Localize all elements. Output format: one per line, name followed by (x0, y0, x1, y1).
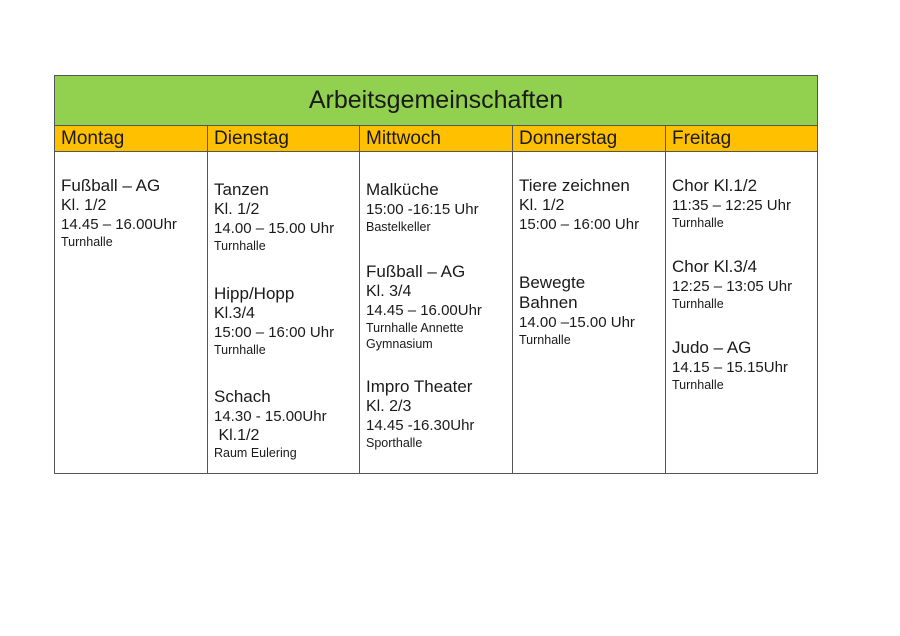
ag-time: 14.45 – 16.00Uhr (366, 302, 482, 319)
ag-entry (61, 176, 205, 250)
ag-time: 14.45 – 16.00Uhr (61, 216, 177, 233)
ag-entry (519, 176, 663, 234)
ag-entry (672, 338, 815, 393)
ag-place: Sporthalle (366, 436, 423, 450)
ag-schedule-table (54, 75, 818, 474)
ag-time: 14.45 -16.30Uhr (366, 417, 475, 434)
ag-place: Turnhalle (214, 239, 266, 253)
ag-class: Kl.1/2 (214, 427, 260, 444)
day-header-row (55, 126, 817, 152)
ag-name: Tanzen (214, 180, 269, 199)
ag-entry (214, 387, 357, 461)
ag-time: 14.00 – 15.00 Uhr (214, 220, 335, 237)
ag-class: Kl. 1/2 (519, 197, 565, 214)
ag-name: Impro Theater (366, 377, 473, 396)
ag-entry (214, 180, 357, 254)
ag-class: Kl. 1/2 (61, 197, 107, 214)
ag-entry (672, 176, 815, 231)
day-column-montag (55, 152, 208, 473)
ag-place: Turnhalle (672, 297, 724, 311)
ag-place: Turnhalle (214, 343, 266, 357)
day-column-dienstag (208, 152, 360, 473)
ag-time: 15:00 -16:15 Uhr (366, 201, 479, 218)
ag-place: Turnhalle (672, 378, 724, 392)
day-column-freitag (666, 152, 817, 473)
ag-class: Kl. 1/2 (214, 201, 260, 218)
ag-time: 14.30 - 15.00Uhr (214, 408, 327, 425)
day-column-donnerstag (513, 152, 666, 473)
ag-place: Bastelkeller (366, 220, 431, 234)
ag-name: Chor Kl.3/4 (672, 257, 758, 276)
ag-entry (366, 262, 510, 352)
ag-name: Judo – AG (672, 338, 752, 357)
ag-name: Fußball – AG (366, 262, 466, 281)
ag-time: 14.15 – 15.15Uhr (672, 359, 788, 376)
day-header-donnerstag: Donnerstag (513, 126, 666, 151)
ag-place: Turnhalle (61, 235, 113, 249)
ag-class: Kl. 3/4 (366, 283, 412, 300)
ag-time: 15:00 – 16:00 Uhr (519, 216, 640, 233)
day-header-mittwoch: Mittwoch (360, 126, 513, 151)
ag-entry (519, 273, 663, 348)
day-header-montag: Montag (55, 126, 208, 151)
ag-class: Kl.3/4 (214, 305, 255, 322)
ag-place: Turnhalle (672, 216, 724, 230)
content-row (55, 152, 817, 473)
ag-name: Bewegte Bahnen (519, 273, 586, 312)
ag-name: Schach (214, 387, 271, 406)
ag-name: Hipp/Hopp (214, 284, 295, 303)
ag-name: Fußball – AG (61, 176, 161, 195)
ag-time: 15:00 – 16:00 Uhr (214, 324, 335, 341)
ag-place: Turnhalle Annette Gymnasium (366, 321, 464, 351)
ag-entry (214, 284, 357, 358)
ag-place: Raum Eulering (214, 446, 297, 460)
ag-name: Chor Kl.1/2 (672, 176, 758, 195)
table-title: Arbeitsgemeinschaften (55, 76, 817, 126)
ag-time: 11:35 – 12:25 Uhr (672, 197, 791, 214)
ag-name: Tiere zeichnen (519, 176, 630, 195)
ag-name: Malküche (366, 180, 439, 199)
day-column-mittwoch (360, 152, 513, 473)
ag-place: Turnhalle (519, 333, 571, 347)
ag-class: Kl. 2/3 (366, 398, 412, 415)
day-header-freitag: Freitag (672, 127, 732, 149)
ag-time: 14.00 –15.00 Uhr (519, 314, 635, 331)
day-header-dienstag: Dienstag (208, 126, 360, 151)
ag-entry (672, 257, 815, 312)
ag-entry (366, 377, 510, 451)
ag-entry (366, 180, 510, 235)
ag-time: 12:25 – 13:05 Uhr (672, 278, 793, 295)
